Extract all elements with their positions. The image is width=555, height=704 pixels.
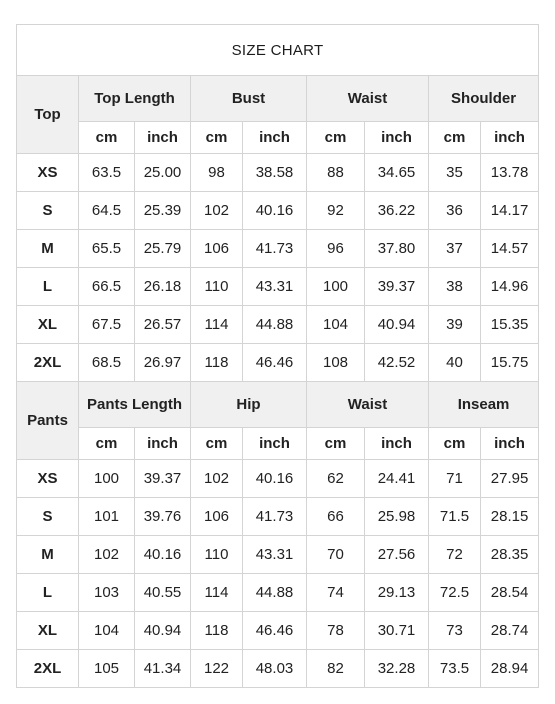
- pants-measurement-cell: 40.16: [243, 460, 307, 498]
- top-size-label: L: [17, 268, 79, 306]
- pants-measurement-cell: 28.15: [481, 498, 539, 536]
- top-measurement-cell: 34.65: [365, 154, 429, 192]
- top-measurement-cell: 106: [191, 230, 243, 268]
- pants-table-row: [17, 498, 539, 536]
- pants-unit-header: cm: [429, 428, 481, 460]
- top-table-row: [17, 154, 539, 192]
- pants-group-header-row: [17, 382, 539, 428]
- top-column-group-header: Waist: [307, 76, 429, 122]
- pants-unit-header: inch: [243, 428, 307, 460]
- top-measurement-cell: 15.35: [481, 306, 539, 344]
- size-chart: [16, 24, 538, 688]
- top-measurement-cell: 36: [429, 192, 481, 230]
- top-column-group-header: Bust: [191, 76, 307, 122]
- pants-measurement-cell: 44.88: [243, 574, 307, 612]
- pants-measurement-cell: 27.56: [365, 536, 429, 574]
- top-measurement-cell: 14.57: [481, 230, 539, 268]
- top-measurement-cell: 102: [191, 192, 243, 230]
- pants-measurement-cell: 74: [307, 574, 365, 612]
- top-measurement-cell: 38: [429, 268, 481, 306]
- pants-measurement-cell: 102: [79, 536, 135, 574]
- pants-measurement-cell: 114: [191, 574, 243, 612]
- top-measurement-cell: 39: [429, 306, 481, 344]
- pants-measurement-cell: 102: [191, 460, 243, 498]
- top-measurement-cell: 104: [307, 306, 365, 344]
- pants-measurement-cell: 30.71: [365, 612, 429, 650]
- pants-column-group-header: Waist: [307, 382, 429, 428]
- pants-measurement-cell: 28.94: [481, 650, 539, 688]
- top-size-label: 2XL: [17, 344, 79, 382]
- top-measurement-cell: 38.58: [243, 154, 307, 192]
- pants-measurement-cell: 73.5: [429, 650, 481, 688]
- pants-measurement-cell: 48.03: [243, 650, 307, 688]
- top-size-label: XS: [17, 154, 79, 192]
- top-measurement-cell: 46.46: [243, 344, 307, 382]
- pants-table-row: [17, 612, 539, 650]
- pants-measurement-cell: 39.76: [135, 498, 191, 536]
- pants-measurement-cell: 27.95: [481, 460, 539, 498]
- top-measurement-cell: 65.5: [79, 230, 135, 268]
- top-measurement-cell: 110: [191, 268, 243, 306]
- pants-measurement-cell: 105: [79, 650, 135, 688]
- top-size-label: XL: [17, 306, 79, 344]
- top-measurement-cell: 108: [307, 344, 365, 382]
- pants-unit-header: cm: [307, 428, 365, 460]
- pants-measurement-cell: 82: [307, 650, 365, 688]
- top-unit-header: cm: [79, 122, 135, 154]
- top-table-row: [17, 306, 539, 344]
- top-measurement-cell: 26.97: [135, 344, 191, 382]
- pants-measurement-cell: 40.94: [135, 612, 191, 650]
- top-measurement-cell: 35: [429, 154, 481, 192]
- pants-size-label: 2XL: [17, 650, 79, 688]
- top-measurement-cell: 64.5: [79, 192, 135, 230]
- top-measurement-cell: 14.96: [481, 268, 539, 306]
- chart-title: SIZE CHART: [17, 25, 539, 76]
- top-measurement-cell: 44.88: [243, 306, 307, 344]
- top-measurement-cell: 118: [191, 344, 243, 382]
- pants-measurement-cell: 78: [307, 612, 365, 650]
- top-section-label: Top: [17, 76, 79, 154]
- pants-size-label: XL: [17, 612, 79, 650]
- pants-measurement-cell: 28.74: [481, 612, 539, 650]
- pants-size-label: XS: [17, 460, 79, 498]
- top-measurement-cell: 66.5: [79, 268, 135, 306]
- pants-column-group-header: Hip: [191, 382, 307, 428]
- top-unit-header: cm: [307, 122, 365, 154]
- pants-measurement-cell: 101: [79, 498, 135, 536]
- top-measurement-cell: 98: [191, 154, 243, 192]
- pants-measurement-cell: 28.35: [481, 536, 539, 574]
- top-measurement-cell: 67.5: [79, 306, 135, 344]
- top-measurement-cell: 96: [307, 230, 365, 268]
- top-measurement-cell: 40: [429, 344, 481, 382]
- top-measurement-cell: 63.5: [79, 154, 135, 192]
- pants-unit-header: cm: [79, 428, 135, 460]
- top-unit-header: cm: [429, 122, 481, 154]
- top-measurement-cell: 100: [307, 268, 365, 306]
- top-measurement-cell: 92: [307, 192, 365, 230]
- pants-measurement-cell: 104: [79, 612, 135, 650]
- top-measurement-cell: 25.00: [135, 154, 191, 192]
- pants-size-label: M: [17, 536, 79, 574]
- top-measurement-cell: 88: [307, 154, 365, 192]
- pants-table-row: [17, 460, 539, 498]
- pants-measurement-cell: 72: [429, 536, 481, 574]
- top-measurement-cell: 13.78: [481, 154, 539, 192]
- pants-size-label: S: [17, 498, 79, 536]
- pants-measurement-cell: 71.5: [429, 498, 481, 536]
- pants-unit-header: inch: [135, 428, 191, 460]
- top-group-header-row: [17, 76, 539, 122]
- pants-measurement-cell: 100: [79, 460, 135, 498]
- top-table-row: [17, 344, 539, 382]
- pants-measurement-cell: 29.13: [365, 574, 429, 612]
- top-table-row: [17, 230, 539, 268]
- top-measurement-cell: 40.16: [243, 192, 307, 230]
- top-size-label: S: [17, 192, 79, 230]
- pants-measurement-cell: 28.54: [481, 574, 539, 612]
- pants-measurement-cell: 41.34: [135, 650, 191, 688]
- pants-measurement-cell: 106: [191, 498, 243, 536]
- pants-measurement-cell: 41.73: [243, 498, 307, 536]
- pants-measurement-cell: 70: [307, 536, 365, 574]
- top-measurement-cell: 42.52: [365, 344, 429, 382]
- pants-measurement-cell: 122: [191, 650, 243, 688]
- pants-unit-header: inch: [365, 428, 429, 460]
- top-measurement-cell: 15.75: [481, 344, 539, 382]
- top-unit-header: inch: [243, 122, 307, 154]
- top-measurement-cell: 43.31: [243, 268, 307, 306]
- top-measurement-cell: 25.79: [135, 230, 191, 268]
- pants-measurement-cell: 110: [191, 536, 243, 574]
- pants-measurement-cell: 66: [307, 498, 365, 536]
- top-size-label: M: [17, 230, 79, 268]
- top-measurement-cell: 37: [429, 230, 481, 268]
- pants-measurement-cell: 25.98: [365, 498, 429, 536]
- top-measurement-cell: 37.80: [365, 230, 429, 268]
- pants-size-label: L: [17, 574, 79, 612]
- pants-column-group-header: Pants Length: [79, 382, 191, 428]
- top-unit-header: inch: [365, 122, 429, 154]
- top-unit-header: inch: [135, 122, 191, 154]
- top-column-group-header: Shoulder: [429, 76, 539, 122]
- top-measurement-cell: 114: [191, 306, 243, 344]
- top-measurement-cell: 25.39: [135, 192, 191, 230]
- top-measurement-cell: 26.18: [135, 268, 191, 306]
- top-measurement-cell: 68.5: [79, 344, 135, 382]
- pants-measurement-cell: 73: [429, 612, 481, 650]
- pants-column-group-header: Inseam: [429, 382, 539, 428]
- top-column-group-header: Top Length: [79, 76, 191, 122]
- top-measurement-cell: 36.22: [365, 192, 429, 230]
- pants-measurement-cell: 32.28: [365, 650, 429, 688]
- pants-table-row: [17, 574, 539, 612]
- pants-measurement-cell: 40.16: [135, 536, 191, 574]
- pants-measurement-cell: 46.46: [243, 612, 307, 650]
- top-measurement-cell: 40.94: [365, 306, 429, 344]
- top-measurement-cell: 39.37: [365, 268, 429, 306]
- pants-measurement-cell: 62: [307, 460, 365, 498]
- pants-measurement-cell: 43.31: [243, 536, 307, 574]
- pants-measurement-cell: 39.37: [135, 460, 191, 498]
- top-measurement-cell: 41.73: [243, 230, 307, 268]
- size-chart-table: [16, 24, 539, 688]
- pants-measurement-cell: 40.55: [135, 574, 191, 612]
- top-unit-header: cm: [191, 122, 243, 154]
- pants-section-label: Pants: [17, 382, 79, 460]
- pants-unit-header: inch: [481, 428, 539, 460]
- pants-measurement-cell: 118: [191, 612, 243, 650]
- pants-unit-row: [17, 428, 539, 460]
- pants-unit-header: cm: [191, 428, 243, 460]
- top-table-row: [17, 192, 539, 230]
- pants-measurement-cell: 103: [79, 574, 135, 612]
- top-table-row: [17, 268, 539, 306]
- pants-measurement-cell: 24.41: [365, 460, 429, 498]
- pants-table-row: [17, 536, 539, 574]
- top-measurement-cell: 14.17: [481, 192, 539, 230]
- top-measurement-cell: 26.57: [135, 306, 191, 344]
- top-unit-row: [17, 122, 539, 154]
- pants-table-row: [17, 650, 539, 688]
- top-unit-header: inch: [481, 122, 539, 154]
- pants-measurement-cell: 71: [429, 460, 481, 498]
- pants-measurement-cell: 72.5: [429, 574, 481, 612]
